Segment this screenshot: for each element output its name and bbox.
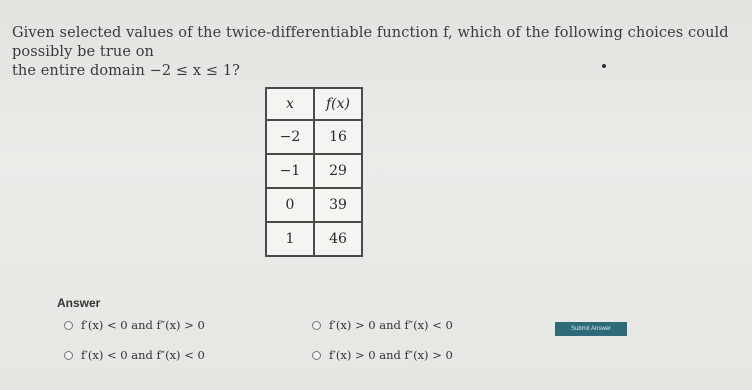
table-header-row bbox=[266, 88, 362, 120]
table-row bbox=[266, 154, 362, 188]
cell-x: 1 bbox=[266, 222, 314, 256]
radio-button[interactable] bbox=[64, 321, 73, 330]
radio-button[interactable] bbox=[312, 351, 321, 360]
values-table bbox=[265, 87, 363, 257]
cell-x: 0 bbox=[266, 188, 314, 222]
cell-x: −2 bbox=[266, 120, 314, 154]
choice-label: f′(x) > 0 and f″(x) > 0 bbox=[329, 348, 453, 362]
cell-fx: 39 bbox=[314, 188, 362, 222]
choice-a[interactable] bbox=[64, 318, 205, 332]
question-line-1: Given selected values of the twice-differentiable function f, which of the following choices could possibly be true on bbox=[12, 25, 729, 60]
choice-c[interactable] bbox=[64, 348, 205, 362]
choice-label: f′(x) < 0 and f″(x) < 0 bbox=[81, 348, 205, 362]
table-row bbox=[266, 120, 362, 154]
choice-b[interactable] bbox=[312, 318, 453, 332]
question-text bbox=[12, 24, 742, 81]
question-line-2: the entire domain −2 ≤ x ≤ 1? bbox=[12, 63, 241, 79]
header-x: x bbox=[266, 88, 314, 120]
choice-label: f′(x) < 0 and f″(x) > 0 bbox=[81, 318, 205, 332]
choice-label: f′(x) > 0 and f″(x) < 0 bbox=[329, 318, 453, 332]
mouse-cursor bbox=[602, 64, 606, 68]
radio-button[interactable] bbox=[64, 351, 73, 360]
header-fx: f(x) bbox=[314, 88, 362, 120]
choice-d[interactable] bbox=[312, 348, 453, 362]
cell-fx: 16 bbox=[314, 120, 362, 154]
cell-fx: 46 bbox=[314, 222, 362, 256]
cell-fx: 29 bbox=[314, 154, 362, 188]
table-row bbox=[266, 188, 362, 222]
submit-answer-button[interactable]: Submit Answer bbox=[555, 322, 627, 336]
radio-button[interactable] bbox=[312, 321, 321, 330]
answer-label: Answer bbox=[57, 296, 101, 310]
table-row bbox=[266, 222, 362, 256]
cell-x: −1 bbox=[266, 154, 314, 188]
